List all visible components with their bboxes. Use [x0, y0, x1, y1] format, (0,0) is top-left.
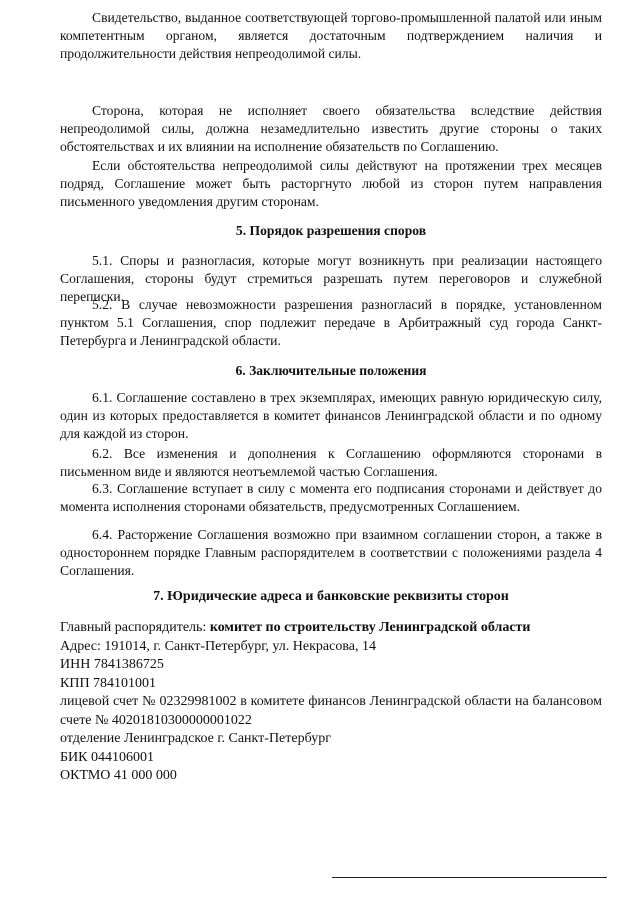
- inn-line: ИНН 7841386725: [60, 657, 164, 672]
- oktmo-line: ОКТМО 41 000 000: [60, 768, 177, 783]
- section-5-1: 5.1. Споры и разногласия, которые могут возникнуть при реализации настоящего Соглашения, стороны будут стремиться разрешать путем переговоров и служебной переписки.: [60, 253, 602, 304]
- main-manager-label: Главный распорядитель:: [60, 620, 210, 635]
- section-6-heading: 6. Заключительные положения: [235, 363, 427, 378]
- force-majeure-paragraph-3: Если обстоятельства непреодолимой силы действуют на протяжении трех месяцев подряд, Соглашение может быть расторгнуто любой из сторон путем направления письменного уведомления другим сторонам.: [60, 158, 602, 209]
- section-6-3: 6.3. Соглашение вступает в силу с момента его подписания сторонами и действует до момента исполнения сторонами обязательств, предусмотренных Соглашением.: [60, 481, 602, 514]
- section-5-heading: 5. Порядок разрешения споров: [235, 223, 427, 238]
- section-6-4: 6.4. Расторжение Соглашения возможно при взаимном соглашении сторон, а также в одностороннем порядке Главным распорядителем в соответствии с положениями раздела 4 Соглашения.: [60, 527, 602, 578]
- account-line: лицевой счет № 02329981002 в комитете финансов Ленинградской области на балансовом счете № 40201810300000001022: [60, 694, 602, 728]
- signature-line: [332, 877, 607, 878]
- address-line: Адрес: 191014, г. Санкт-Петербург, ул. Некрасова, 14: [60, 638, 376, 654]
- force-majeure-paragraph-2: Сторона, которая не исполняет своего обязательства вследствие действия непреодолимой силы, должна незамедлительно известить другие стороны о таких обстоятельствах и их влиянии на исполнение обязательств по Соглашению.: [60, 103, 602, 154]
- force-majeure-paragraph-1: Свидетельство, выданное соответствующей торгово-промышленной палатой или иным компетентным органом, является достаточным подтверждением наличия и продолжительности действия непреодолимой силы.: [60, 10, 602, 61]
- main-manager-line: [60, 619, 602, 638]
- branch-line: отделение Ленинградское г. Санкт-Петербург: [60, 731, 331, 746]
- kpp-line: КПП 784101001: [60, 675, 157, 691]
- section-6-2: 6.2. Все изменения и дополнения к Соглашению оформляются сторонами в письменном виде и являются неотъемлемой частью Соглашения.: [60, 446, 602, 479]
- section-7-heading: 7. Юридические адреса и банковские реквизиты сторон: [153, 589, 509, 604]
- section-6-1: 6.1. Соглашение составлено в трех экземплярах, имеющих равную юридическую силу, один из которых предоставляется в комитет финансов Ленинградской области и по одному для каждой из сторон.: [60, 390, 602, 441]
- bik-line: БИК 044106001: [60, 749, 154, 765]
- requisites-block: [60, 619, 602, 786]
- section-5-2: 5.2. В случае невозможности разрешения разногласий в порядке, установленном пунктом 5.1 Соглашения, спор подлежит передаче в Арбитражный суд города Санкт-Петербурга и Ленинградской области.: [60, 297, 602, 348]
- main-manager-name: комитет по строительству Ленинградской области: [209, 620, 531, 635]
